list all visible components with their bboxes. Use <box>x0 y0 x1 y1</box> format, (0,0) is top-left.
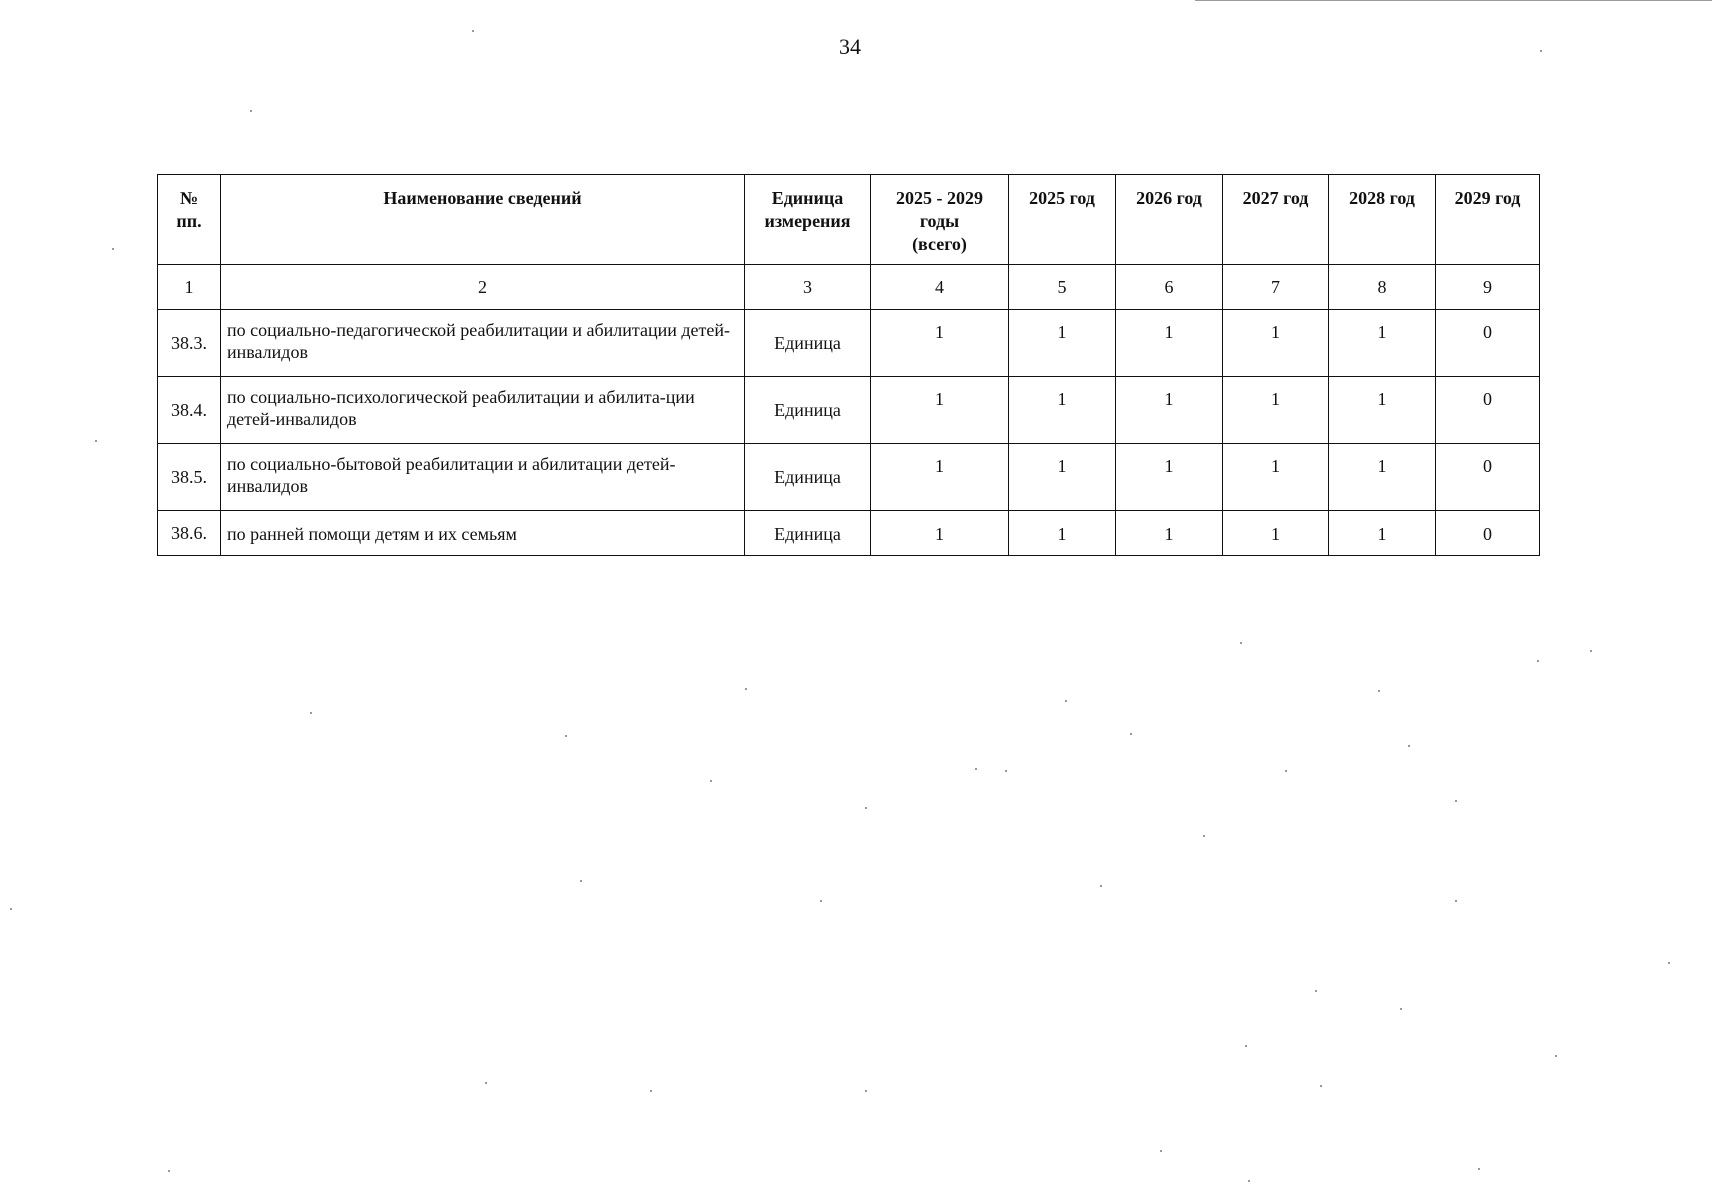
row-2028: 1 <box>1329 511 1436 556</box>
column-number-cell: 8 <box>1329 265 1436 310</box>
row-total: 1 <box>871 511 1009 556</box>
scan-speck <box>1248 1180 1250 1182</box>
scan-speck <box>1203 835 1205 837</box>
page-number: 34 <box>839 34 861 59</box>
row-2026: 1 <box>1116 511 1223 556</box>
row-number: 38.3. <box>158 310 221 377</box>
scan-speck <box>1315 990 1317 992</box>
header-name: Наименование сведений <box>221 175 745 265</box>
header-row <box>158 175 1540 265</box>
scan-speck <box>1455 800 1457 802</box>
scan-speck <box>865 1090 867 1092</box>
row-name: по ранней помощи детям и их семьям <box>221 511 745 556</box>
row-2029: 0 <box>1436 377 1540 444</box>
column-number-cell: 6 <box>1116 265 1223 310</box>
scan-speck <box>1540 50 1542 52</box>
scan-speck <box>1100 885 1102 887</box>
scan-speck <box>1668 962 1670 964</box>
scan-speck <box>1005 770 1007 772</box>
row-2029: 0 <box>1436 444 1540 511</box>
row-number: 38.5. <box>158 444 221 511</box>
scan-speck <box>10 908 12 910</box>
row-name: по социально-психологической реабилитации и абилита-ции детей-инвалидов <box>221 377 745 444</box>
scan-speck <box>250 110 252 112</box>
scan-speck <box>1378 690 1380 692</box>
row-unit: Единица <box>745 377 871 444</box>
header-unit: Единица измерения <box>745 175 871 265</box>
column-number-cell: 5 <box>1009 265 1116 310</box>
scan-speck <box>1240 642 1242 644</box>
row-2028: 1 <box>1329 444 1436 511</box>
row-total: 1 <box>871 444 1009 511</box>
scan-speck <box>1455 900 1457 902</box>
scan-speck <box>1245 1045 1247 1047</box>
scan-speck <box>472 30 474 32</box>
row-2027: 1 <box>1223 310 1329 377</box>
scan-speck <box>112 248 114 250</box>
header-2028: 2028 год <box>1329 175 1436 265</box>
scan-speck <box>1285 770 1287 772</box>
header-2025: 2025 год <box>1009 175 1116 265</box>
scan-speck <box>1400 1008 1402 1010</box>
row-number: 38.6. <box>158 511 221 556</box>
row-number: 38.4. <box>158 377 221 444</box>
scan-speck <box>820 900 822 902</box>
row-name: по социально-бытовой реабилитации и абилитации детей-инвалидов <box>221 444 745 511</box>
row-unit: Единица <box>745 444 871 511</box>
header-total: 2025 - 2029 годы (всего) <box>871 175 1009 265</box>
header-2026: 2026 год <box>1116 175 1223 265</box>
row-name: по социально-педагогической реабилитации и абилитации детей-инвалидов <box>221 310 745 377</box>
row-2026: 1 <box>1116 377 1223 444</box>
scan-speck <box>310 712 312 714</box>
scan-speck <box>1537 660 1539 662</box>
scan-speck <box>565 735 567 737</box>
row-2025: 1 <box>1009 377 1116 444</box>
row-2026: 1 <box>1116 444 1223 511</box>
scan-speck <box>1160 1150 1162 1152</box>
column-number-cell: 2 <box>221 265 745 310</box>
row-2029: 0 <box>1436 511 1540 556</box>
row-2027: 1 <box>1223 444 1329 511</box>
data-table <box>157 174 1540 556</box>
row-2028: 1 <box>1329 310 1436 377</box>
row-2026: 1 <box>1116 310 1223 377</box>
header-number: № пп. <box>158 175 221 265</box>
column-number-row <box>158 265 1540 310</box>
scan-speck <box>95 440 97 442</box>
scan-speck <box>1478 1168 1480 1170</box>
row-2028: 1 <box>1329 377 1436 444</box>
table-row <box>158 444 1540 511</box>
column-number-cell: 9 <box>1436 265 1540 310</box>
scan-speck <box>1320 1085 1322 1087</box>
scan-speck <box>580 880 582 882</box>
row-2027: 1 <box>1223 511 1329 556</box>
row-2025: 1 <box>1009 310 1116 377</box>
scan-speck <box>1408 745 1410 747</box>
scan-speck <box>168 1170 170 1172</box>
scan-edge-line <box>1195 0 1712 1</box>
scan-speck <box>650 1090 652 1092</box>
row-2027: 1 <box>1223 377 1329 444</box>
row-unit: Единица <box>745 310 871 377</box>
row-unit: Единица <box>745 511 871 556</box>
column-number-cell: 4 <box>871 265 1009 310</box>
scan-speck <box>710 780 712 782</box>
row-2025: 1 <box>1009 511 1116 556</box>
column-number-cell: 3 <box>745 265 871 310</box>
row-2029: 0 <box>1436 310 1540 377</box>
scan-speck <box>1590 650 1592 652</box>
scan-speck <box>1065 700 1067 702</box>
row-2025: 1 <box>1009 444 1116 511</box>
header-2027: 2027 год <box>1223 175 1329 265</box>
column-number-cell: 7 <box>1223 265 1329 310</box>
scan-speck <box>745 688 747 690</box>
row-total: 1 <box>871 310 1009 377</box>
column-number-cell: 1 <box>158 265 221 310</box>
scan-speck <box>1555 1055 1557 1057</box>
scan-speck <box>1130 733 1132 735</box>
scan-speck <box>485 1082 487 1084</box>
table-row <box>158 511 1540 556</box>
table-row <box>158 310 1540 377</box>
header-2029: 2029 год <box>1436 175 1540 265</box>
table-row <box>158 377 1540 444</box>
scan-speck <box>975 768 977 770</box>
scan-speck <box>865 807 867 809</box>
row-total: 1 <box>871 377 1009 444</box>
